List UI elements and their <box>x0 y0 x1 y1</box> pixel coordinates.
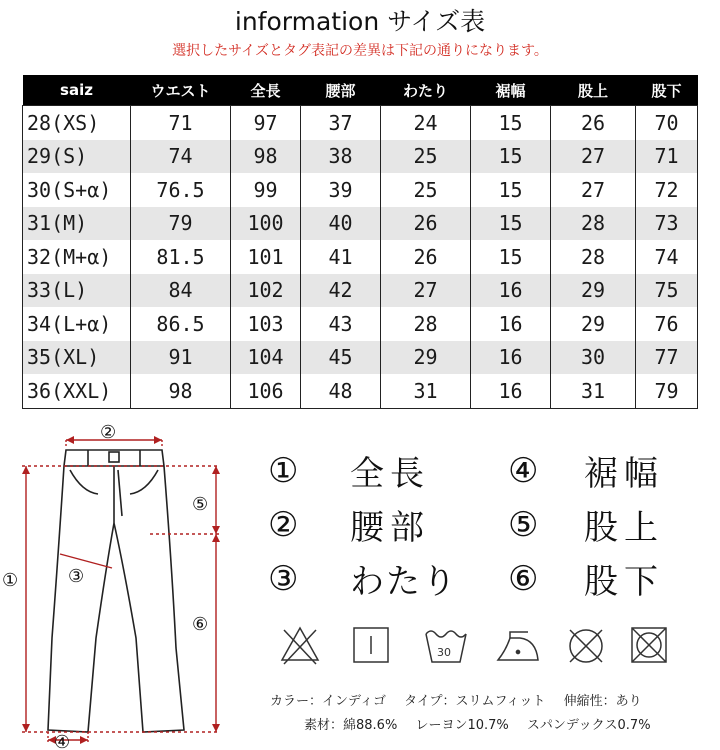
measure-cell: 24 <box>381 106 471 140</box>
measure-cell: 39 <box>301 173 381 207</box>
size-label-cell: 33(L) <box>23 274 131 308</box>
table-row <box>23 207 698 241</box>
marker-2: ② <box>100 422 117 443</box>
no-dry-clean-icon <box>570 630 602 662</box>
measure-cell: 81.5 <box>131 240 231 274</box>
legend-num: ④ <box>508 450 539 491</box>
table-row <box>23 374 698 408</box>
legend-item-thigh <box>268 554 458 603</box>
marker-6: ⑥ <box>192 614 209 635</box>
page-title: information サイズ表 <box>234 7 486 36</box>
measure-cell: 15 <box>471 140 551 174</box>
column-header: ウエスト <box>131 75 231 106</box>
measure-cell: 25 <box>381 140 471 174</box>
care-icons <box>278 620 698 670</box>
hang-dry-icon <box>354 628 388 662</box>
measure-cell: 31 <box>551 374 636 408</box>
spec-stretch: 伸縮性：あり <box>563 694 642 709</box>
measure-cell: 98 <box>131 374 231 408</box>
measure-cell: 76 <box>636 307 698 341</box>
measure-cell: 84 <box>131 274 231 308</box>
legend-item-waist <box>268 500 430 549</box>
measure-cell: 29 <box>551 274 636 308</box>
measure-cell: 16 <box>471 341 551 375</box>
spec-material-rayon: レーヨン10.7% <box>415 718 509 733</box>
measure-cell: 28 <box>551 240 636 274</box>
measure-cell: 25 <box>381 173 471 207</box>
legend-label: 股下 <box>584 562 664 602</box>
measure-cell: 104 <box>231 341 301 375</box>
measure-cell: 71 <box>636 140 698 174</box>
legend-label: 全長 <box>350 454 430 494</box>
measure-cell: 26 <box>381 240 471 274</box>
size-label-cell: 36(XXL) <box>23 374 131 408</box>
measure-cell: 31 <box>381 374 471 408</box>
measure-cell: 15 <box>471 173 551 207</box>
size-label-cell: 28(XS) <box>27 110 100 135</box>
size-label-cell: 34(L+α) <box>27 311 112 336</box>
legend-item-hem <box>508 446 664 495</box>
measure-cell: 42 <box>301 274 381 308</box>
measure-cell: 100 <box>231 207 301 241</box>
legend-num: ② <box>268 504 299 545</box>
measure-cell: 99 <box>231 173 301 207</box>
measure-cell: 106 <box>231 374 301 408</box>
wash-temp: 30 <box>437 646 451 659</box>
low-iron-icon <box>498 632 538 660</box>
pants-outline <box>48 450 184 732</box>
measure-cell: 45 <box>301 341 381 375</box>
marker-4: ④ <box>54 732 71 750</box>
table-row <box>23 341 698 375</box>
wash-30-icon <box>426 631 466 662</box>
table-row <box>23 140 698 174</box>
spec-line-2 <box>304 714 720 733</box>
legend-label: 裾幅 <box>584 454 664 494</box>
measure-cell: 48 <box>301 374 381 408</box>
measure-cell: 27 <box>551 140 636 174</box>
measure-cell: 79 <box>636 374 698 408</box>
legend-label: 股上 <box>584 508 664 548</box>
measure-cell: 28 <box>381 307 471 341</box>
measure-cell: 97 <box>231 106 301 140</box>
size-note: 選択したサイズとタグ表記の差異は下記の通りになります。 <box>172 43 548 59</box>
legend-num: ① <box>268 450 299 491</box>
measure-cell: 37 <box>301 106 381 140</box>
spec-line-1 <box>270 690 710 709</box>
measure-cell: 43 <box>301 307 381 341</box>
table-header-row <box>23 75 698 106</box>
legend-num: ③ <box>268 558 299 599</box>
measure-cell: 101 <box>231 240 301 274</box>
measure-cell: 74 <box>636 240 698 274</box>
spec-type: タイプ：スリムフィット <box>404 694 546 709</box>
legend-item-length <box>268 446 430 495</box>
measure-cell: 15 <box>471 207 551 241</box>
measure-cell: 91 <box>131 341 231 375</box>
measure-cell: 86.5 <box>131 307 231 341</box>
measure-cell: 15 <box>471 240 551 274</box>
size-label-cell: 30(S+α) <box>27 177 112 202</box>
measure-cell: 73 <box>636 207 698 241</box>
measure-cell: 98 <box>231 140 301 174</box>
column-header: 股上 <box>551 75 636 106</box>
spec-material-spandex: スパンデックス0.7% <box>526 718 651 733</box>
measure-cell: 27 <box>551 173 636 207</box>
measure-cell: 41 <box>301 240 381 274</box>
measure-cell: 38 <box>301 140 381 174</box>
size-label-cell: 29(S) <box>23 140 131 174</box>
measure-cell: 29 <box>381 341 471 375</box>
measure-cell: 79 <box>131 207 231 241</box>
measure-cell: 26 <box>381 207 471 241</box>
measure-cell: 27 <box>381 274 471 308</box>
measure-cell: 75 <box>636 274 698 308</box>
legend-item-inseam <box>508 554 664 603</box>
column-header: 股下 <box>636 75 698 106</box>
measure-cell: 76.5 <box>131 173 231 207</box>
measure-cell: 28 <box>551 207 636 241</box>
measure-cell: 74 <box>131 140 231 174</box>
measure-cell: 71 <box>131 106 231 140</box>
measure-cell: 29 <box>551 307 636 341</box>
legend-item-rise <box>508 500 664 549</box>
marker-5: ⑤ <box>192 494 209 515</box>
column-header: 全長 <box>231 75 301 106</box>
column-header: わたり <box>381 75 471 106</box>
size-table <box>22 75 698 409</box>
table-row <box>23 173 698 207</box>
measure-cell: 26 <box>551 106 636 140</box>
measure-cell: 15 <box>471 106 551 140</box>
measure-cell: 40 <box>301 207 381 241</box>
measure-cell: 77 <box>636 341 698 375</box>
size-label-cell: 35(XL) <box>23 341 131 375</box>
column-header: 裾幅 <box>471 75 551 106</box>
marker-3: ③ <box>68 566 85 587</box>
column-header: 腰部 <box>301 75 381 106</box>
table-row <box>23 240 698 274</box>
table-row <box>23 106 698 140</box>
legend-num: ⑥ <box>508 558 539 599</box>
no-bleach-icon <box>282 628 318 664</box>
measure-cell: 72 <box>636 173 698 207</box>
measure-cell: 16 <box>471 307 551 341</box>
legend-label: 腰部 <box>350 508 430 548</box>
measure-cell: 70 <box>636 106 698 140</box>
size-label-cell: 32(M+α) <box>27 244 112 269</box>
measure-cell: 103 <box>231 307 301 341</box>
measure-cell: 102 <box>231 274 301 308</box>
marker-1: ① <box>2 570 19 591</box>
measure-cell: 30 <box>551 341 636 375</box>
measure-lines <box>22 440 220 744</box>
legend-num: ⑤ <box>508 504 539 545</box>
pants-diagram <box>0 418 260 750</box>
measure-cell: 16 <box>471 274 551 308</box>
column-header: saiz <box>23 75 131 106</box>
table-row <box>23 274 698 308</box>
measure-cell: 16 <box>471 374 551 408</box>
spec-material-cotton: 素材：綿88.6% <box>304 718 398 733</box>
legend-label: わたり <box>350 562 458 602</box>
no-tumble-dry-icon <box>632 628 666 662</box>
size-label-cell: 31(M) <box>23 207 131 241</box>
table-row <box>23 307 698 341</box>
spec-color: カラー：インディゴ <box>270 694 386 709</box>
